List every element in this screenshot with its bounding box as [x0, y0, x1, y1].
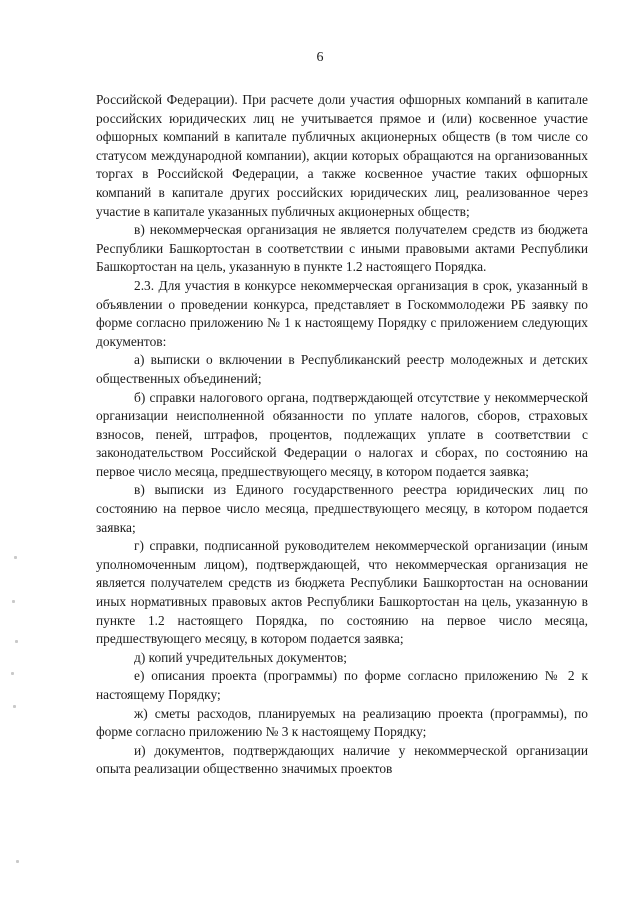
scan-speck	[14, 556, 17, 559]
paragraph-item-d: д) копий учредительных документов;	[134, 649, 347, 665]
scan-speck	[15, 640, 18, 643]
paragraph-item-v-budget: в) некоммерческая организация не является получателем средств из бюджета Республики Башкортостан в соответствии с иными правовыми актами Республики Башкортостан на цель, указанную в пункте 1.2 настоящего Порядка.	[96, 222, 588, 275]
paragraph-item-zh: ж) сметы расходов, планируемых на реализацию проекта (программы), по форме согласно приложению № 3 к настоящему Порядку;	[96, 705, 588, 740]
scan-speck	[12, 600, 15, 603]
page-number: 6	[316, 50, 324, 65]
paragraph-offshore-continuation: Российской Федерации). При расчете доли участия офшорных компаний в капитале российских юридических лиц не учитывается прямое и (или) косвенное участие офшорных компаний в капитале публичных акционерных обществ (в том числе со статусом международной компании), акции которых обращаются на организованных торгах в Российской Федерации, а также косвенное участие таких офшорных компаний в капитале других российских юридических лиц, реализованное через участие в капитале указанных публичных акционерных обществ;	[96, 92, 588, 219]
paragraph-item-b: б) справки налогового органа, подтверждающей отсутствие у некоммерческой организации неисполненной обязанности по уплате налогов, сборов, страховых взносов, пеней, штрафов, процентов, подлежащих уплате в соответствии с законодательством Российской Федерации о налогах и сборах, по состоянию на первое число месяца, предшествующего месяцу, в котором подается заявка;	[96, 389, 588, 479]
scan-speck	[16, 860, 19, 863]
scan-speck	[13, 705, 16, 708]
paragraph-item-i: и) документов, подтверждающих наличие у некоммерческой организации опыта реализации общественно значимых проектов	[96, 742, 588, 777]
paragraph-item-e: е) описания проекта (программы) по форме согласно приложению № 2 к настоящему Порядку;	[96, 668, 588, 702]
paragraph-2-3: 2.3. Для участия в конкурсе некоммерческая организация в срок, указанный в объявлении о проведении конкурса, представляет в Госкоммолодежи РБ заявку по форме согласно приложению № 1 к настоящему Порядку с приложением следующих документов:	[96, 277, 588, 349]
scan-speck	[11, 672, 14, 675]
document-body	[96, 91, 588, 779]
paragraph-item-a: а) выписки о включении в Республиканский реестр молодежных и детских общественных объединений;	[96, 352, 588, 386]
paragraph-item-g: г) справки, подписанной руководителем некоммерческой организации (иным уполномоченным лицом), подтверждающей, что некоммерческая организация не является получателем средств из бюджета Республики Башкортостан на основании иных нормативных правовых актов Республики Башкортостан на цель, указанную в пункте 1.2 настоящего Порядка, по состоянию на первое число месяца, предшествующего месяцу, в котором подается заявка;	[96, 538, 588, 647]
paragraph-item-v-extract: в) выписки из Единого государственного реестра юридических лиц по состоянию на первое число месяца, предшествующего месяцу, в котором подается заявка;	[96, 482, 588, 535]
